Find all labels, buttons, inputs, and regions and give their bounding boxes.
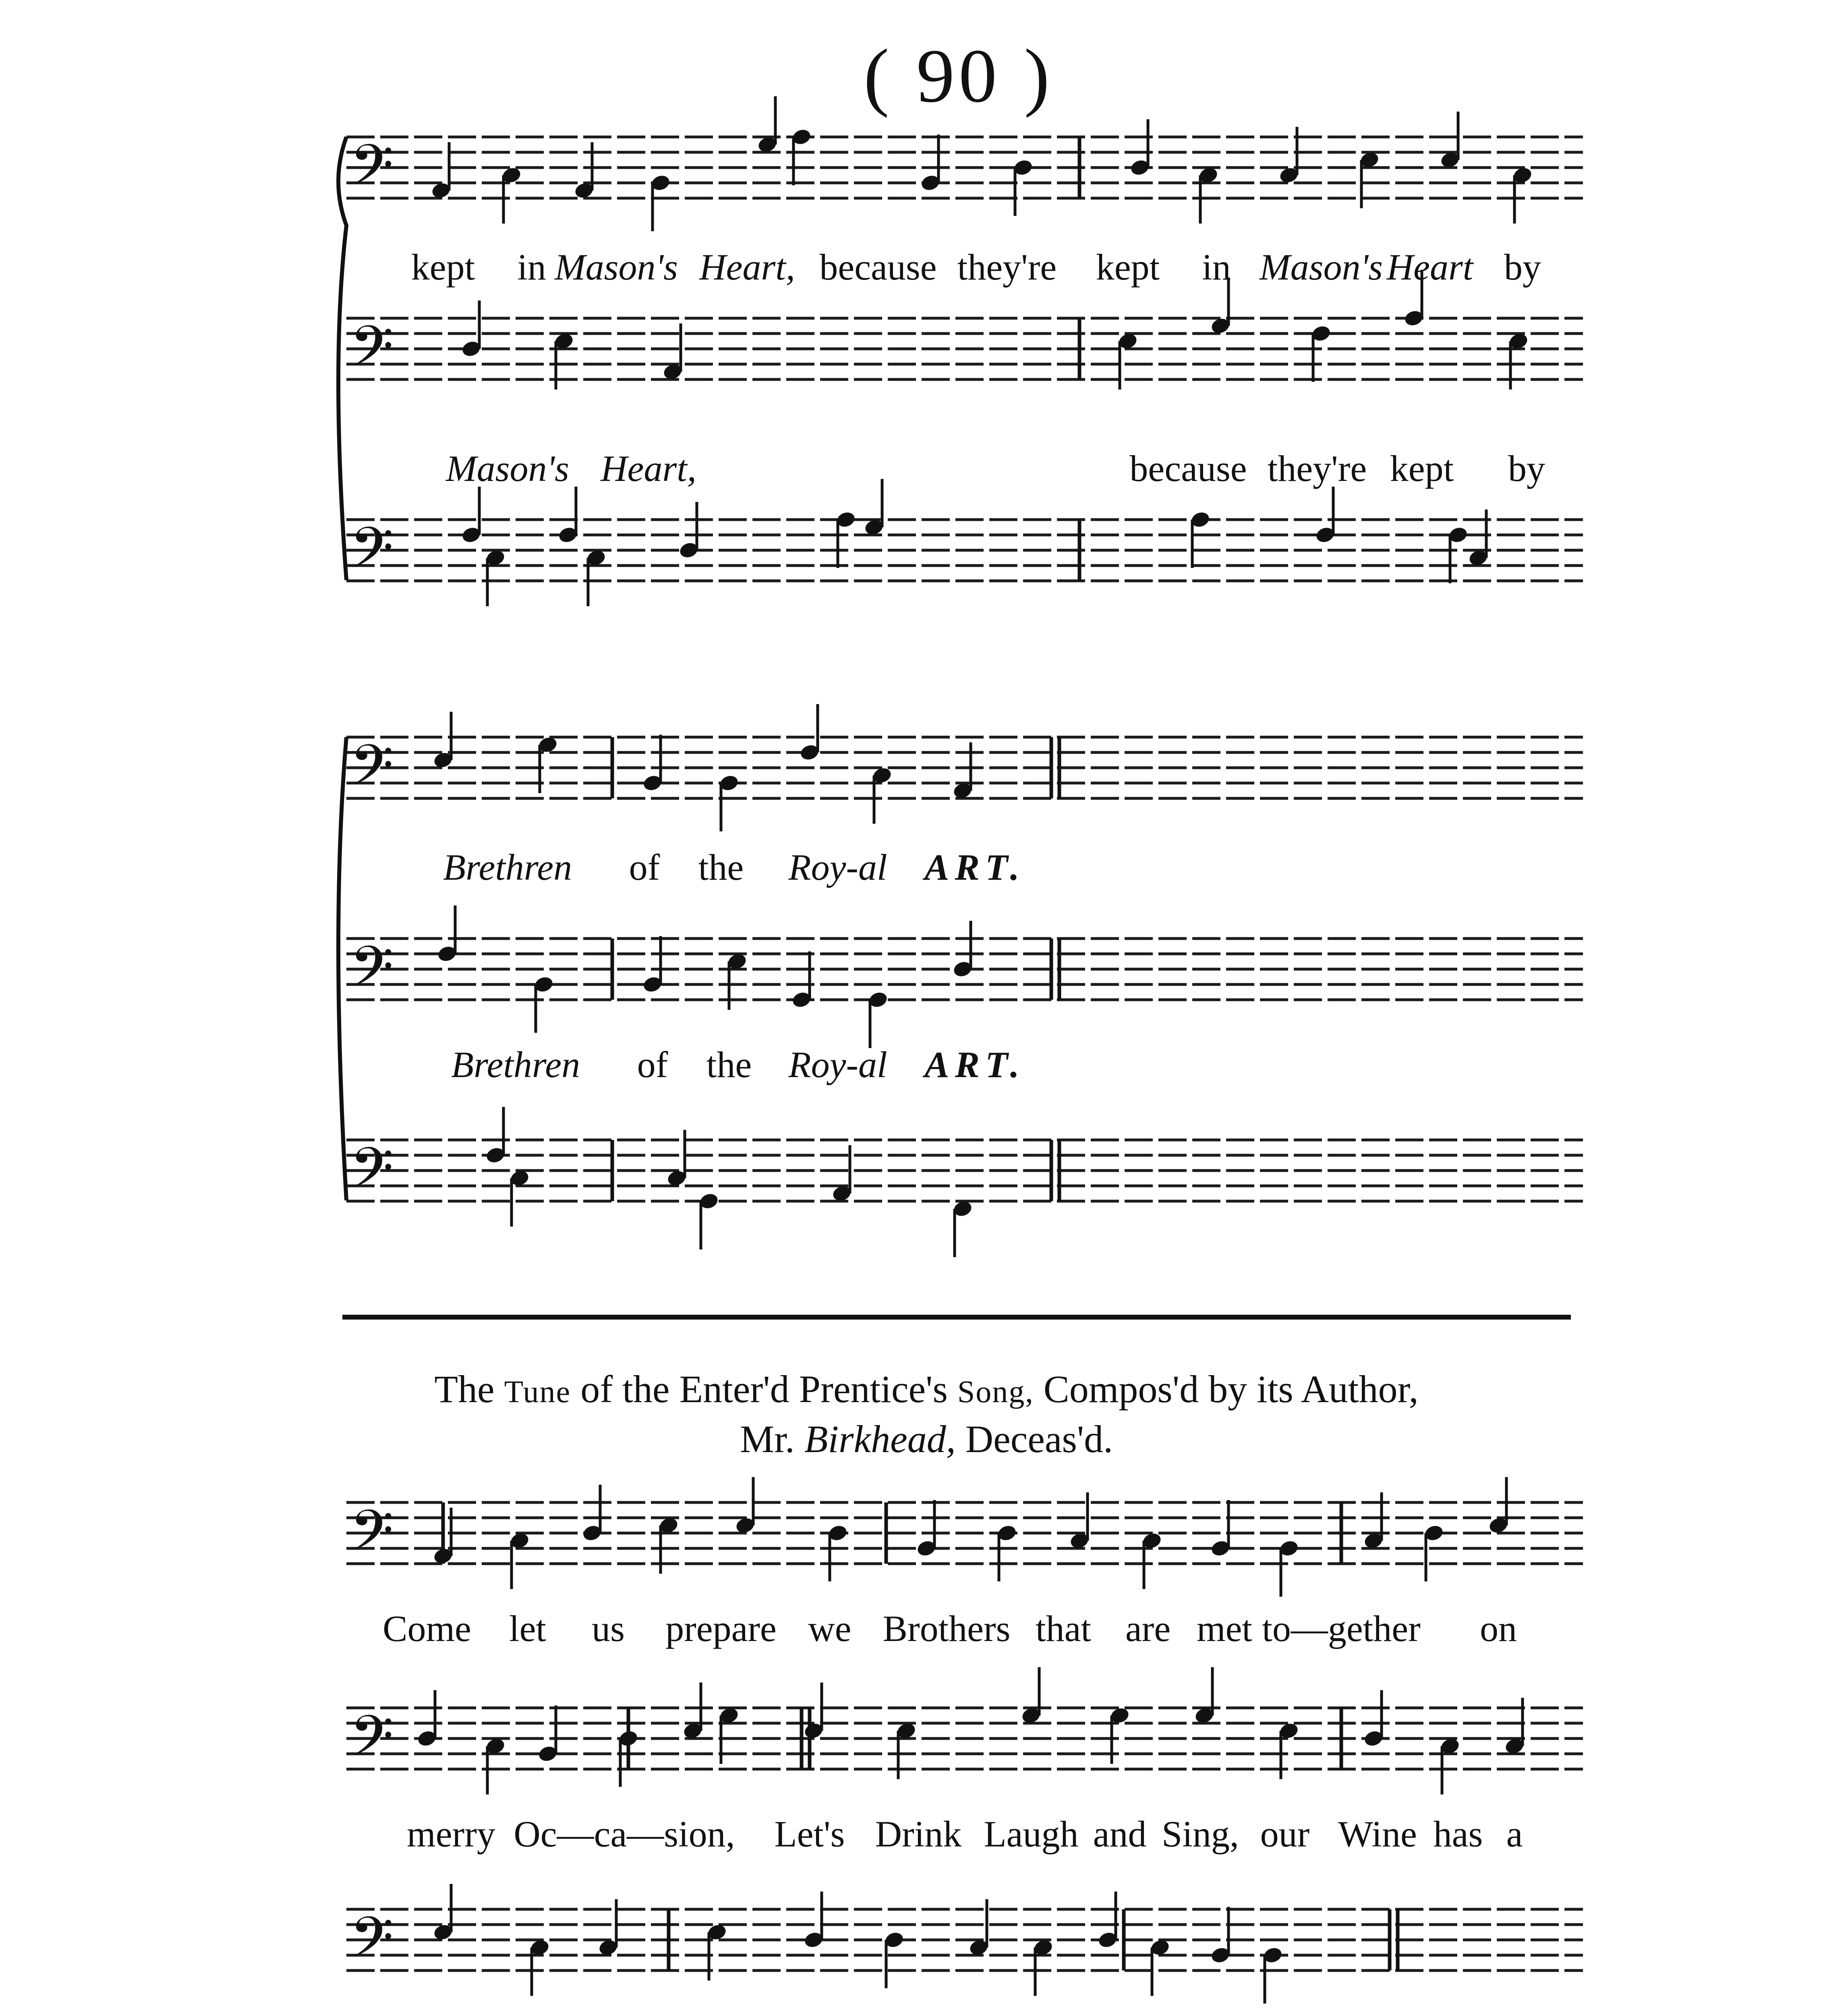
song-title-line2 bbox=[258, 1415, 1595, 1463]
lyric-word: Mason's bbox=[446, 448, 569, 489]
clef-icon: 𝄢 bbox=[350, 1135, 394, 1215]
lyric-word: the bbox=[706, 1044, 752, 1085]
song-title-line1 bbox=[258, 1365, 1595, 1415]
lyric-word: Heart bbox=[1386, 247, 1473, 288]
system-brace bbox=[338, 137, 346, 580]
title-text: Deceas'd. bbox=[965, 1417, 1113, 1461]
lyric-word: us bbox=[592, 1608, 625, 1649]
clef-icon: 𝄢 bbox=[350, 934, 394, 1014]
lyric-word: Heart, bbox=[601, 448, 696, 489]
lyric-word: Oc—ca—sion, bbox=[514, 1813, 735, 1854]
title-text: of the Enter'd Prentice's bbox=[580, 1368, 948, 1411]
clef-icon: 𝄢 bbox=[350, 1703, 394, 1783]
lyric-word: they're bbox=[1267, 448, 1367, 489]
title-text: Mr. bbox=[740, 1417, 795, 1461]
lyric-word: Roy-al bbox=[788, 1044, 887, 1085]
lyric-word: kept bbox=[1390, 448, 1454, 489]
page-number: ( 90 ) bbox=[864, 34, 1054, 118]
lyric-word: Heart, bbox=[699, 247, 795, 288]
lyric-word: our bbox=[1260, 1813, 1310, 1854]
clef-icon: 𝄢 bbox=[350, 314, 394, 394]
lyric-word: Mason's bbox=[555, 247, 678, 288]
clef-icon: 𝄢 bbox=[350, 1905, 394, 1985]
title-text: Song, bbox=[957, 1374, 1034, 1409]
lyric-word: the bbox=[698, 847, 744, 888]
lyric-word: we bbox=[808, 1608, 851, 1649]
lyric-word: to—gether bbox=[1262, 1608, 1421, 1649]
lyric-word: Wine bbox=[1338, 1813, 1417, 1854]
lyric-word: Brethren bbox=[451, 1044, 580, 1085]
lyric-word: are bbox=[1125, 1608, 1171, 1649]
lyric-word: Roy-al bbox=[788, 847, 887, 888]
lyric-word: prepare bbox=[665, 1608, 777, 1649]
lyric-word: of bbox=[629, 847, 660, 888]
lyric-word: Brothers bbox=[883, 1608, 1011, 1649]
system-brace bbox=[338, 737, 346, 1200]
lyric-word: in bbox=[1202, 247, 1231, 288]
lyric-word: by bbox=[1508, 448, 1545, 489]
title-text: Compos'd by its Author, bbox=[1043, 1368, 1419, 1411]
lyric-word: Mason's bbox=[1260, 247, 1383, 288]
clef-icon: 𝄢 bbox=[350, 515, 394, 595]
lyric-word: ART. bbox=[924, 847, 1025, 888]
song-title bbox=[258, 1365, 1595, 1463]
lyric-word: Drink bbox=[875, 1813, 962, 1854]
lyric-word: Brethren bbox=[443, 847, 572, 888]
lyric-word: in bbox=[517, 247, 546, 288]
title-text: The bbox=[434, 1368, 495, 1411]
lyric-word: Sing, bbox=[1162, 1813, 1239, 1854]
lyric-word: that bbox=[1036, 1608, 1091, 1649]
lyric-word: because bbox=[819, 247, 937, 288]
lyric-word: Laugh bbox=[984, 1813, 1079, 1854]
lyric-word: a bbox=[1506, 1813, 1523, 1854]
lyric-word: Let's bbox=[774, 1813, 845, 1854]
lyric-word: has bbox=[1433, 1813, 1483, 1854]
lyric-word: they're bbox=[957, 247, 1057, 288]
lyric-word: let bbox=[509, 1608, 546, 1649]
lyric-word: because bbox=[1129, 448, 1247, 489]
lyric-word: met bbox=[1197, 1608, 1252, 1649]
lyric-word: Come bbox=[383, 1608, 471, 1649]
lyric-word: on bbox=[1480, 1608, 1517, 1649]
clef-icon: 𝄢 bbox=[350, 733, 394, 812]
lyric-word: ART. bbox=[924, 1044, 1025, 1085]
title-text: Birkhead, bbox=[804, 1417, 956, 1461]
lyric-word: and bbox=[1093, 1813, 1147, 1854]
lyric-word: merry bbox=[407, 1813, 495, 1854]
lyric-word: kept bbox=[411, 247, 475, 288]
clef-icon: 𝄢 bbox=[350, 1498, 394, 1578]
lyric-word: kept bbox=[1096, 247, 1160, 288]
title-text: Tune bbox=[504, 1374, 571, 1409]
clef-icon: 𝄢 bbox=[350, 133, 394, 212]
lyric-word: of bbox=[637, 1044, 668, 1085]
lyric-word: by bbox=[1504, 247, 1541, 288]
